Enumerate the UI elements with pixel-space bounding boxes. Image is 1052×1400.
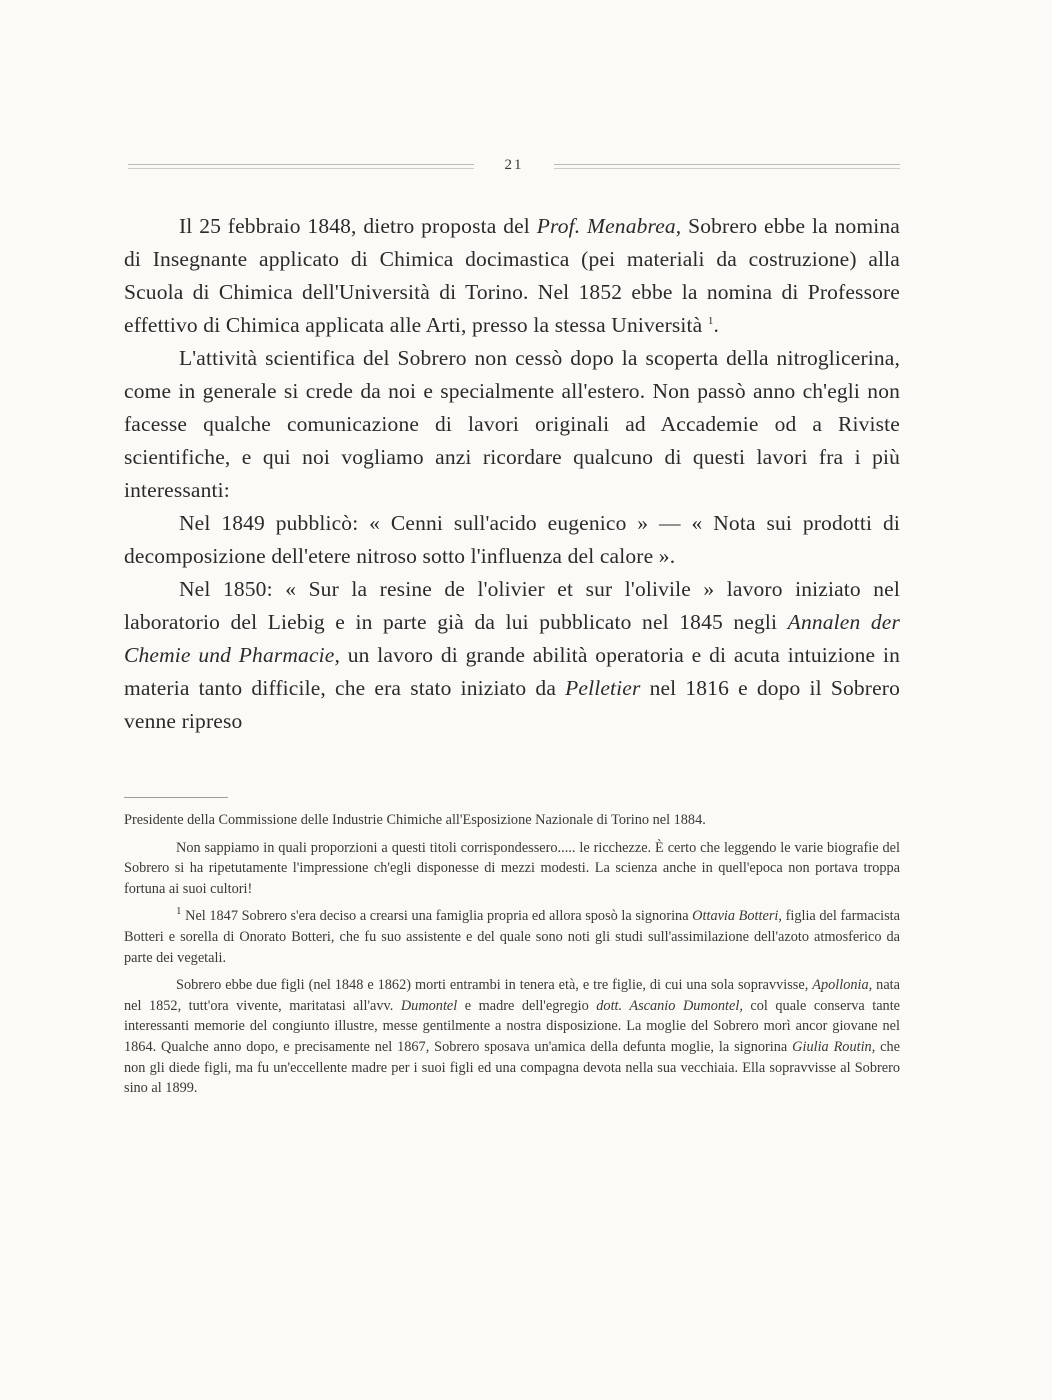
header-rule-right	[554, 164, 900, 165]
paragraph-3: Nel 1849 pubblicò: « Cenni sull'acido eugenico » — « Nota sui prodotti di decomposizione dell'etere nitroso sotto l'influenza del calore ».	[124, 511, 900, 568]
footnote-continuation-a: Presidente della Commissione delle Industrie Chimiche all'Esposizione Nazionale di Torino nel 1884.	[124, 812, 706, 828]
text-run: figlia del farmacista Botteri e sorella di Onorato Botteri, che fu suo assistente e del quale sono noti gli studi sull'assimilazione dell'azoto atmosferico da parte dei vegetali.	[124, 908, 900, 966]
text-run: un lavoro di grande abilità operatoria e di acuta intuizione in materia tanto difficile, che era stato iniziato da	[124, 643, 900, 700]
paragraph-1	[124, 210, 900, 342]
text-run: Nel 1850: « Sur la resine de l'olivier et sur l'olivile » lavoro iniziato nel laboratorio del Liebig e in parte già da lui pubblicato nel 1845 negli	[124, 577, 900, 634]
footnote-1-continued	[124, 975, 900, 1099]
text-run: .	[713, 313, 720, 337]
text-run: nel 1816 e dopo il Sobrero venne ripreso	[124, 676, 900, 733]
footnote-mark: 1	[176, 905, 182, 918]
italic-name: Prof. Menabrea,	[536, 214, 682, 238]
italic-name: Dumontel	[400, 997, 458, 1014]
footnote-ref: 1	[707, 314, 714, 327]
text-run: Sobrero ebbe due figli (nel 1848 e 1862) morti entrambi in tenera età, e tre figlie, di cui una sola sopravvisse,	[176, 977, 813, 994]
italic-name: Apollonia,	[812, 977, 873, 994]
text-run: Il 25 febbraio 1848, dietro proposta del	[179, 214, 537, 238]
header-rule-left	[128, 164, 474, 165]
italic-name: Giulia Routin,	[792, 1038, 876, 1055]
paragraph-4	[124, 573, 900, 738]
footnote-continuation-b: Non sappiamo in quali proporzioni a questi titoli corrispondessero..... le ricchezze. È certo che leggendo le varie biografie del Sobrero si ha ripetutamente l'impressione ch'egli disponesse di mezzi modesti. La scienza anche in quell'epoca non portava troppa fortuna ai suoi cultori!	[124, 839, 900, 897]
page-header	[128, 157, 900, 185]
text-run: Nel 1847 Sobrero s'era deciso a crearsi una famiglia propria ed allora sposò la signorina	[181, 908, 693, 925]
text-run: e madre dell'egregio	[457, 997, 597, 1014]
italic-name: Pelletier	[565, 676, 641, 700]
italic-title: Annalen der Chemie und Pharmacie,	[124, 610, 900, 667]
paragraph-2: L'attività scientifica del Sobrero non cessò dopo la scoperta della nitroglicerina, come in generale si crede da noi e specialmente all'estero. Non passò anno ch'egli non facesse qualche comunicazione di lavori originali ad Accademie od a Riviste scientifiche, e qui noi vogliamo anzi ricordare qualcuno di questi lavori fra i più interessanti:	[124, 346, 900, 502]
page-number: 21	[504, 157, 524, 173]
italic-name: Ottavia Botteri,	[692, 908, 782, 925]
footnote-1	[124, 906, 900, 968]
text-run: col quale conserva tante interessanti memorie del congiunto illustre, messe gentilmente a nostra disposizione. La moglie del Sobrero morì ancor giovane nel 1864. Qualche anno dopo, e precisamente nel 1867, Sobrero sposava un'amica della defunta moglie, la signorina	[124, 997, 901, 1055]
text-run: Sobrero ebbe la nomina di Insegnante applicato di Chimica docimastica (pei materiali da costruzione) alla Scuola di Chimica dell'Università di Torino. Nel 1852 ebbe la nomina di Professore effettivo di Chimica applicata alle Arti, presso la stessa Università	[124, 214, 900, 337]
footnote-separator	[124, 797, 228, 798]
footnotes	[124, 810, 900, 1099]
main-text	[124, 210, 900, 738]
text-run: nata nel 1852, tutt'ora vivente, maritatasi all'avv.	[124, 977, 900, 1014]
italic-name: dott. Ascanio Dumontel,	[596, 997, 743, 1014]
text-run: che non gli diede figli, ma fu un'eccellente madre per i suoi figli ed una compagna devota nella sua vecchiaia. Ella sopravvisse al Sobrero sino al 1899.	[124, 1038, 900, 1097]
